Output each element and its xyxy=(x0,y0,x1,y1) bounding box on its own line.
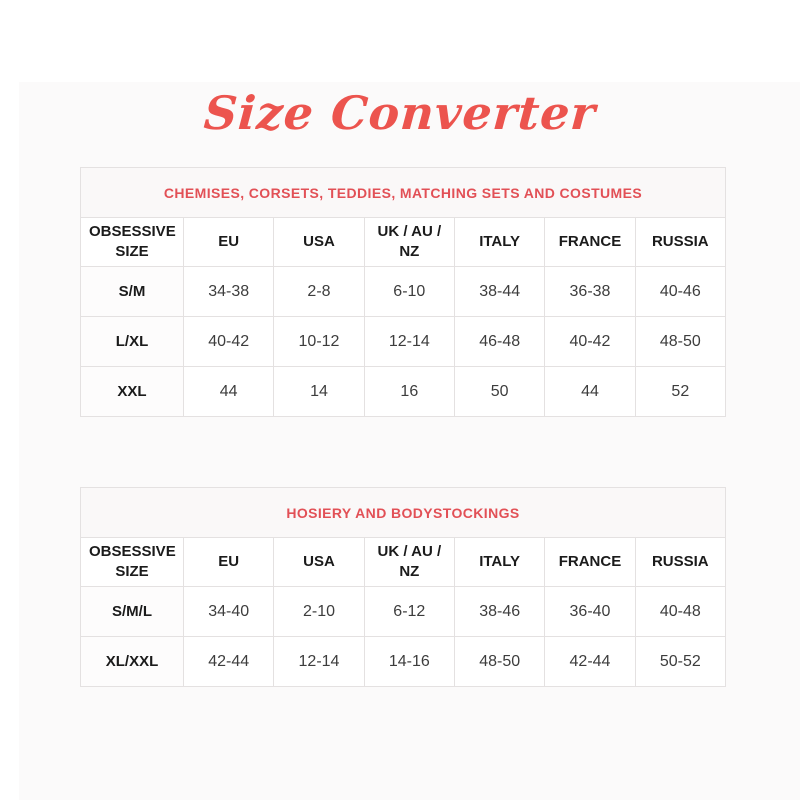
column-header-italy: ITALY xyxy=(454,218,544,267)
size-value-cell: 40-42 xyxy=(184,317,274,367)
column-header-row xyxy=(81,538,726,587)
size-value-cell: 42-44 xyxy=(184,637,274,687)
column-header-france: FRANCE xyxy=(545,538,635,587)
column-header-row xyxy=(81,218,726,267)
size-value-cell: 36-38 xyxy=(545,267,635,317)
size-value-cell: 42-44 xyxy=(545,637,635,687)
size-value-cell: 36-40 xyxy=(545,587,635,637)
size-value-cell: 34-40 xyxy=(184,587,274,637)
size-value-cell: 44 xyxy=(545,367,635,417)
size-value-cell: 12-14 xyxy=(364,317,454,367)
table-row xyxy=(81,587,726,637)
table-title: CHEMISES, CORSETS, TEDDIES, MATCHING SETS AND COSTUMES xyxy=(81,168,726,218)
size-value-cell: 34-38 xyxy=(184,267,274,317)
size-value-cell: 40-46 xyxy=(635,267,725,317)
size-table-hosiery xyxy=(80,487,726,687)
column-header-usa: USA xyxy=(274,538,364,587)
size-value-cell: 10-12 xyxy=(274,317,364,367)
size-value-cell: 2-8 xyxy=(274,267,364,317)
column-header-russia: RUSSIA xyxy=(635,538,725,587)
size-label-cell: XXL xyxy=(81,367,184,417)
column-header-obsessive-size: OBSESSIVE SIZE xyxy=(81,218,184,267)
size-value-cell: 14-16 xyxy=(364,637,454,687)
size-label-cell: XL/XXL xyxy=(81,637,184,687)
size-label-cell: S/M/L xyxy=(81,587,184,637)
column-header-uk-au-nz: UK / AU / NZ xyxy=(364,538,454,587)
size-value-cell: 38-44 xyxy=(454,267,544,317)
table-row xyxy=(81,367,726,417)
column-header-usa: USA xyxy=(274,218,364,267)
table-row xyxy=(81,317,726,367)
column-header-italy: ITALY xyxy=(454,538,544,587)
size-value-cell: 38-46 xyxy=(454,587,544,637)
table-title-row xyxy=(81,168,726,218)
column-header-uk-au-nz: UK / AU / NZ xyxy=(364,218,454,267)
size-value-cell: 50-52 xyxy=(635,637,725,687)
column-header-eu: EU xyxy=(184,538,274,587)
size-value-cell: 44 xyxy=(184,367,274,417)
size-value-cell: 52 xyxy=(635,367,725,417)
size-value-cell: 12-14 xyxy=(274,637,364,687)
size-value-cell: 2-10 xyxy=(274,587,364,637)
column-header-obsessive-size: OBSESSIVE SIZE xyxy=(81,538,184,587)
size-table-chemises xyxy=(80,167,726,417)
size-value-cell: 40-48 xyxy=(635,587,725,637)
size-value-cell: 14 xyxy=(274,367,364,417)
size-value-cell: 50 xyxy=(454,367,544,417)
size-value-cell: 40-42 xyxy=(545,317,635,367)
size-value-cell: 6-12 xyxy=(364,587,454,637)
size-label-cell: L/XL xyxy=(81,317,184,367)
size-value-cell: 16 xyxy=(364,367,454,417)
table-row xyxy=(81,267,726,317)
column-header-france: FRANCE xyxy=(545,218,635,267)
column-header-russia: RUSSIA xyxy=(635,218,725,267)
size-value-cell: 48-50 xyxy=(454,637,544,687)
size-value-cell: 46-48 xyxy=(454,317,544,367)
table-title-row xyxy=(81,488,726,538)
table-row xyxy=(81,637,726,687)
size-value-cell: 6-10 xyxy=(364,267,454,317)
page-title: Size Converter xyxy=(202,86,598,140)
column-header-eu: EU xyxy=(184,218,274,267)
table-title: HOSIERY AND BODYSTOCKINGS xyxy=(81,488,726,538)
size-value-cell: 48-50 xyxy=(635,317,725,367)
size-label-cell: S/M xyxy=(81,267,184,317)
